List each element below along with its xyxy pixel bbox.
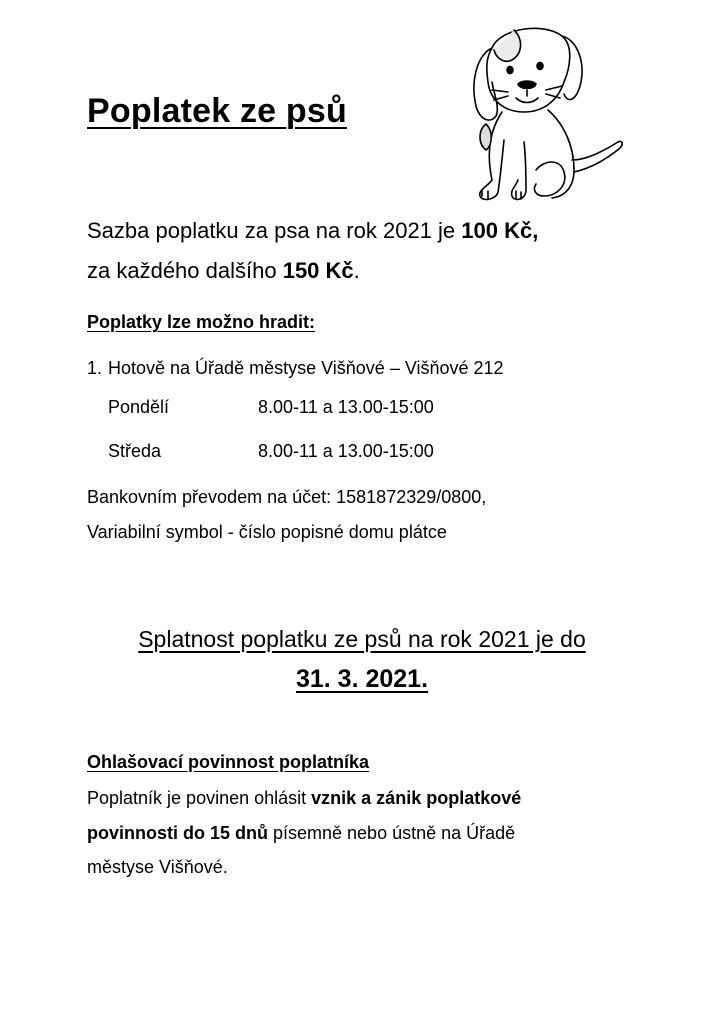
duty-emphasis: vznik a zánik poplatkové (311, 788, 522, 808)
rate-text: za každého dalšího (87, 258, 283, 283)
due-date: 31. 3. 2021. (295, 665, 429, 693)
office-hours-time: 8.00-11 a 13.00-15:00 (258, 441, 434, 461)
reporting-duty-line-1 (87, 788, 521, 809)
rate-amount-additional-dog: 150 Kč (282, 258, 354, 283)
reporting-duty-heading: Ohlašovací povinnost poplatníka (87, 752, 370, 772)
page-title: Poplatek ze psů (87, 92, 347, 130)
cash-payment-text: Hotově na Úřadě městyse Višňové – Višňové 212 (108, 358, 504, 378)
variable-symbol-line: Variabilní symbol - číslo popisné domu plátce (87, 522, 447, 542)
dog-illustration (452, 20, 632, 210)
duty-text: písemně nebo ústně na Úřadě (268, 823, 516, 843)
office-hours-day: Pondělí (108, 397, 170, 417)
list-number: 1. (87, 358, 103, 378)
bank-transfer-line: Bankovním převodem na účet: 1581872329/0800, (87, 487, 487, 507)
rate-line-1 (87, 218, 538, 244)
rate-text: Sazba poplatku za psa na rok 2021 je (87, 218, 462, 243)
due-date-text: Splatnost poplatku ze psů na rok 2021 je do (138, 626, 586, 652)
rate-amount-first-dog: 100 Kč, (461, 218, 539, 243)
duty-emphasis: povinnosti do 15 dnů (87, 823, 268, 843)
duty-text: Poplatník je povinen ohlásit (87, 788, 312, 808)
rate-suffix: . (353, 258, 360, 283)
cash-payment-item (87, 358, 504, 379)
rate-line-2 (87, 258, 360, 284)
office-hours-day: Středa (108, 441, 162, 461)
reporting-duty-line-3: městyse Višňové. (87, 857, 228, 877)
payment-heading: Poplatky lze možno hradit: (87, 312, 316, 332)
reporting-duty-line-2 (87, 823, 515, 844)
office-hours-time: 8.00-11 a 13.00-15:00 (258, 397, 434, 417)
